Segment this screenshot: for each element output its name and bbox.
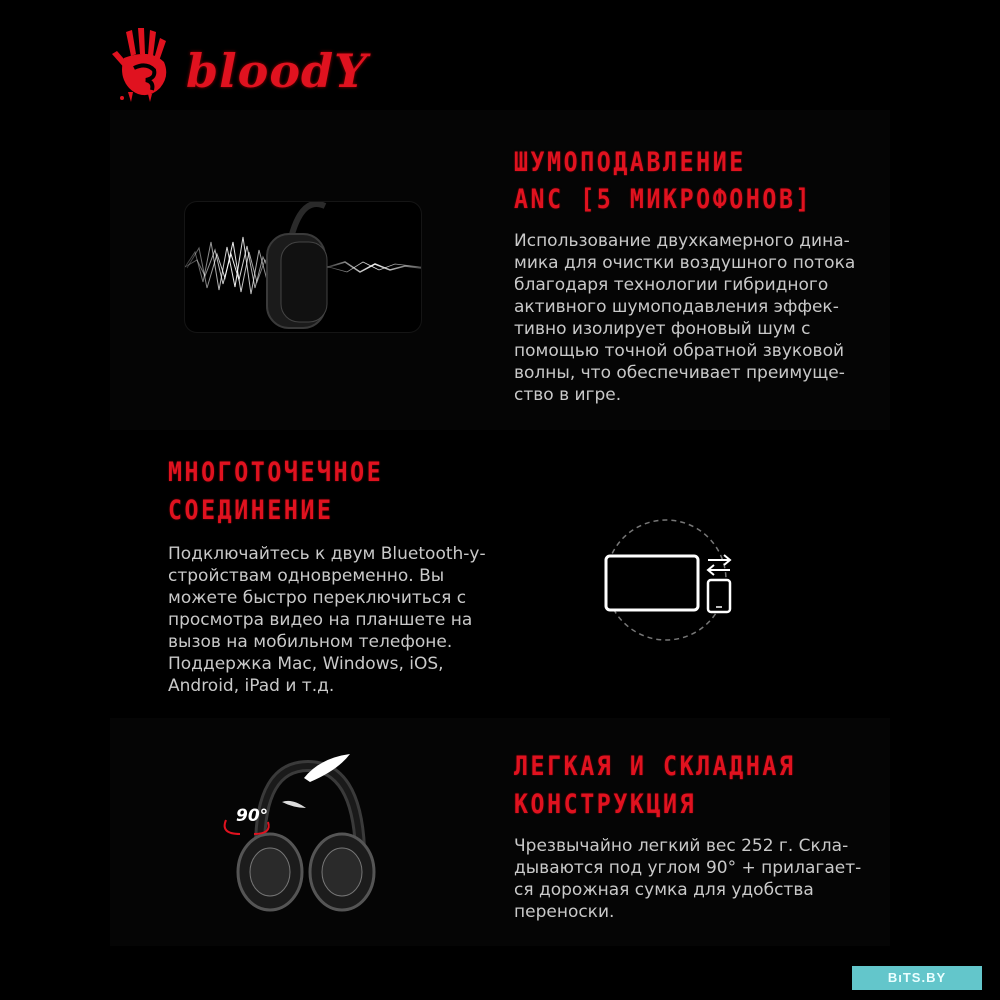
- body-line: можете быстро переключиться с: [168, 588, 467, 608]
- body-line: просмотра видео на планшете на: [168, 610, 473, 630]
- body-line: дываются под углом 90° + прилагает-: [514, 858, 862, 878]
- angle-label: 90°: [236, 806, 269, 826]
- section-foldable-heading-line1: ЛЕГКАЯ И СКЛАДНАЯ: [514, 751, 796, 782]
- body-line: Поддержка Mac, Windows, iOS,: [168, 654, 444, 674]
- body-line: благодаря технологии гибридного: [514, 275, 829, 295]
- body-line: помощью точной обратной звуковой: [514, 341, 845, 361]
- section-foldable-heading-line2: КОНСТРУКЦИЯ: [514, 789, 697, 820]
- section-multipoint-body: [168, 543, 486, 697]
- body-line: Чрезвычайно легкий вес 252 г. Скла-: [514, 836, 849, 856]
- body-line: вызов на мобильном телефоне.: [168, 632, 453, 652]
- body-line: мика для очистки воздушного потока: [514, 253, 856, 273]
- body-line: переноски.: [514, 902, 615, 922]
- section-anc-heading-line2: ANC [5 МИКРОФОНОВ]: [514, 184, 813, 215]
- body-line: стройствам одновременно. Вы: [168, 566, 445, 586]
- body-line: Подключайтесь к двум Bluetooth-у-: [168, 544, 486, 564]
- section-multipoint-heading-line1: МНОГОТОЧЕЧНОЕ: [168, 457, 384, 488]
- folding-headphones-icon: [220, 748, 390, 918]
- body-line: волны, что обеспечивает преимуще-: [514, 363, 845, 383]
- body-line: ся дорожная сумка для удобства: [514, 880, 814, 900]
- headphone-soundwave-icon: [185, 202, 421, 332]
- section-anc-heading-line1: ШУМОПОДАВЛЕНИЕ: [514, 147, 746, 178]
- body-line: Android, iPad и т.д.: [168, 676, 335, 696]
- body-line: активного шумоподавления эффек-: [514, 297, 839, 317]
- section-anc-image: [185, 202, 421, 332]
- body-line: тивно изолирует фоновый шум с: [514, 319, 811, 339]
- watermark-badge: BıTS.BY: [852, 966, 982, 990]
- tablet-phone-switch-icon: [592, 514, 732, 644]
- bloody-hand-icon: [104, 24, 184, 104]
- section-foldable-body: [514, 835, 861, 923]
- body-line: ство в игре.: [514, 385, 622, 405]
- section-anc-body: [514, 230, 855, 406]
- brand-name: bloodY: [186, 44, 369, 98]
- section-multipoint-heading-line2: СОЕДИНЕНИЕ: [168, 495, 334, 526]
- body-line: Использование двухкамерного дина-: [514, 231, 850, 251]
